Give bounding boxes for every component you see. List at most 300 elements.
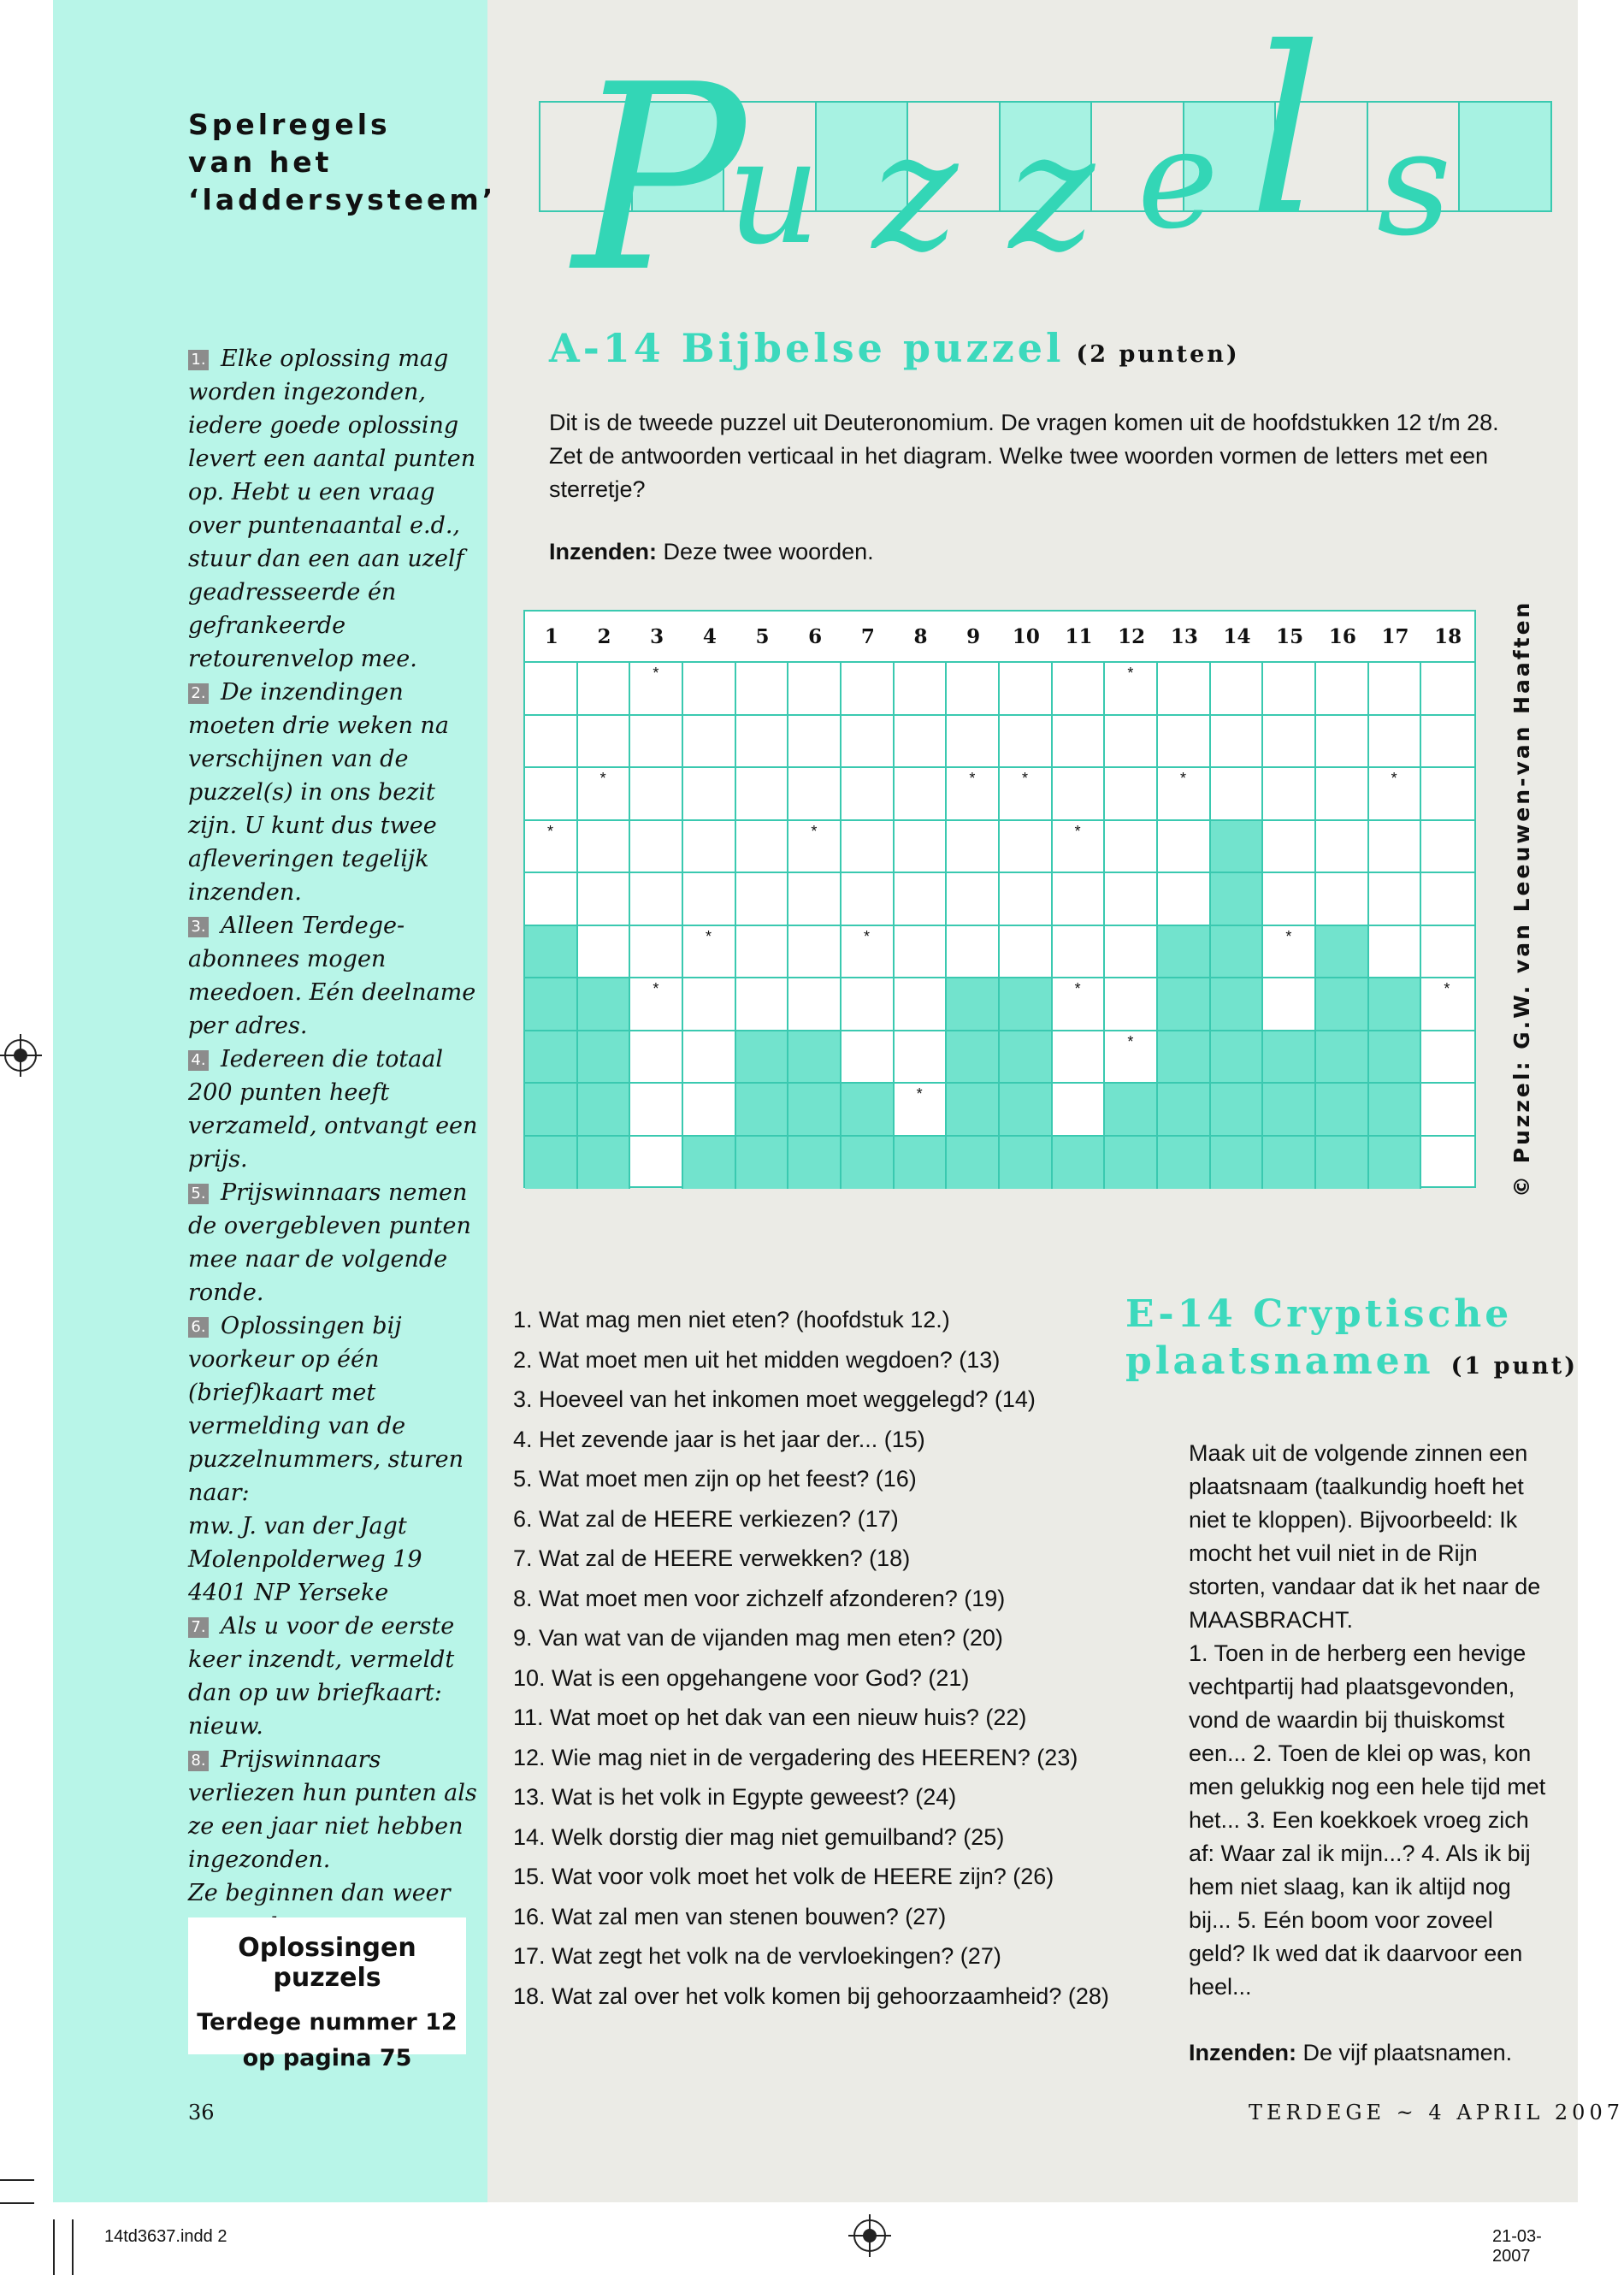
grid-answer-cell[interactable] bbox=[683, 1084, 736, 1137]
grid-column-number: 9 bbox=[966, 625, 981, 648]
rule-text: De inzendingen moeten drie weken na verschijnen van de puzzel(s) in ons bezit zijn. U kunt dus twee afleveringen tegelijk inzenden. bbox=[188, 679, 449, 906]
rules-list bbox=[188, 342, 479, 1943]
grid-answer-cell[interactable] bbox=[1105, 926, 1158, 979]
e14-body bbox=[1189, 1437, 1548, 2004]
rule-item bbox=[188, 342, 479, 676]
grid-filled-cell bbox=[1211, 1084, 1264, 1137]
grid-filled-cell bbox=[1211, 821, 1264, 874]
grid-answer-cell[interactable] bbox=[1211, 663, 1264, 716]
question-item: 10. Wat is een opgehangene voor God? (21) bbox=[513, 1664, 970, 1691]
grid-answer-cell[interactable] bbox=[1105, 768, 1158, 821]
grid-answer-cell[interactable] bbox=[1158, 716, 1211, 769]
grid-answer-cell[interactable] bbox=[525, 768, 578, 821]
slug-filename: 14td3637.indd 2 bbox=[104, 2227, 227, 2246]
grid-answer-cell[interactable] bbox=[683, 873, 736, 926]
grid-answer-cell[interactable] bbox=[578, 926, 631, 979]
grid-filled-cell bbox=[1316, 1031, 1369, 1084]
grid-column-number: 14 bbox=[1223, 625, 1251, 648]
e14-paragraph: 1. Toen in de herberg een hevige vechtpartij had plaatsgevonden, vond de waardin bij thuiskomst een... 2. Toen de klei op was, kon men gelukkig nog een hele tijd met het... 3. Een koekkoek vroeg zich af: Waar zal ik mijn...? 4. Als ik bij hem niet slaag, kan ik altijd nog bij... 5. Eén boom voor zoveel geld? Ik wed dat ik daarvoor een heel... bbox=[1189, 1640, 1546, 2000]
a14-intro: Dit is de tweede puzzel uit Deuteronomium. De vragen komen uit de hoofdstukken 12 t/m 28. Zet de antwoorden verticaal in het diagram. Welke twee woorden vormen de letters met een sterretje? bbox=[549, 410, 1499, 502]
grid-filled-cell bbox=[1316, 926, 1369, 979]
grid-filled-cell bbox=[1263, 1031, 1316, 1084]
grid-answer-cell[interactable] bbox=[1421, 1031, 1474, 1084]
grid-answer-cell[interactable] bbox=[1316, 873, 1369, 926]
grid-column-number: 15 bbox=[1276, 625, 1304, 648]
grid-filled-cell bbox=[788, 1084, 842, 1137]
grid-column-number: 3 bbox=[650, 625, 664, 648]
star-marker-icon: * bbox=[653, 665, 659, 682]
grid-answer-cell[interactable] bbox=[895, 821, 948, 874]
grid-answer-cell[interactable] bbox=[1369, 873, 1422, 926]
e14-submit-instruction bbox=[1189, 2040, 1512, 2066]
a14-submit-instruction bbox=[549, 539, 874, 565]
banner-letter: l bbox=[1249, 0, 1323, 267]
grid-answer-cell[interactable] bbox=[736, 716, 789, 769]
grid-filled-cell bbox=[1158, 1031, 1211, 1084]
grid-filled-cell bbox=[947, 978, 1000, 1031]
rule-text: Ze beginnen dan weer bbox=[188, 1880, 451, 1906]
banner-letter: z bbox=[872, 98, 959, 287]
grid-answer-cell[interactable] bbox=[1158, 663, 1211, 716]
rule-text: Alleen Terdege-abonnees mogen meedoen. Eén deelname per adres. bbox=[188, 913, 476, 1039]
grid-answer-cell[interactable] bbox=[842, 1031, 895, 1084]
grid-filled-cell bbox=[1158, 926, 1211, 979]
rule-text: Prijswinnaars verliezen hun punten als ze een jaar niet hebben ingezonden. bbox=[188, 1746, 477, 1873]
grid-filled-cell bbox=[525, 978, 578, 1031]
rule-item bbox=[188, 1743, 479, 1876]
submit-label: Inzenden: bbox=[549, 539, 657, 564]
grid-column-number: 10 bbox=[1012, 625, 1040, 648]
question-item: 17. Wat zegt het volk na de vervloekingen? (27) bbox=[513, 1943, 1001, 1969]
grid-filled-cell bbox=[525, 926, 578, 979]
grid-answer-cell[interactable] bbox=[788, 663, 842, 716]
star-marker-icon: * bbox=[1285, 927, 1292, 945]
grid-filled-cell bbox=[1211, 978, 1264, 1031]
grid-answer-cell[interactable] bbox=[630, 978, 683, 1031]
e14-paragraph: Maak uit de volgende zinnen een plaatsnaam (taalkundig hoeft het niet te kloppen). Bijvoorbeeld: Ik mocht het vuil niet in de Rijn storten, vandaar dat ik het naar de MAASBRACHT. bbox=[1189, 1440, 1541, 1633]
star-marker-icon: * bbox=[811, 822, 818, 840]
grid-answer-cell[interactable] bbox=[683, 716, 736, 769]
star-marker-icon: * bbox=[1022, 770, 1029, 787]
grid-column-number: 4 bbox=[702, 625, 717, 648]
grid-answer-cell[interactable] bbox=[1263, 873, 1316, 926]
banner-letter: z bbox=[1009, 98, 1095, 287]
grid-filled-cell bbox=[895, 1137, 948, 1190]
solutions-reference bbox=[188, 2005, 466, 2077]
grid-answer-cell[interactable] bbox=[1105, 978, 1158, 1031]
grid-answer-cell[interactable] bbox=[1053, 716, 1106, 769]
star-marker-icon: * bbox=[1074, 980, 1081, 997]
grid-answer-cell[interactable] bbox=[842, 926, 895, 979]
grid-answer-cell[interactable] bbox=[1053, 873, 1106, 926]
grid-filled-cell bbox=[1211, 873, 1264, 926]
grid-answer-cell[interactable] bbox=[1211, 716, 1264, 769]
grid-filled-cell bbox=[1158, 1084, 1211, 1137]
e14-points: (1 punt) bbox=[1450, 1353, 1578, 1380]
banner-letter: e bbox=[1137, 99, 1219, 259]
page-number: 36 bbox=[188, 2101, 215, 2124]
grid-answer-cell[interactable] bbox=[1421, 1084, 1474, 1137]
grid-answer-cell[interactable] bbox=[1316, 768, 1369, 821]
rule-number: 4. bbox=[188, 1050, 209, 1071]
grid-answer-cell[interactable] bbox=[1053, 1031, 1106, 1084]
grid-answer-cell[interactable] bbox=[842, 768, 895, 821]
star-marker-icon: * bbox=[969, 770, 976, 787]
grid-answer-cell[interactable] bbox=[736, 663, 789, 716]
question-item: 15. Wat voor volk moet het volk de HEERE zijn? (26) bbox=[513, 1864, 1054, 1889]
grid-answer-cell[interactable] bbox=[1421, 663, 1474, 716]
question-list bbox=[513, 1300, 1163, 2016]
grid-answer-cell[interactable] bbox=[1421, 821, 1474, 874]
star-marker-icon: * bbox=[1391, 770, 1397, 787]
grid-answer-cell[interactable] bbox=[630, 716, 683, 769]
grid-answer-cell[interactable] bbox=[895, 926, 948, 979]
a14-points: (2 punten) bbox=[1076, 341, 1240, 368]
crop-mark bbox=[53, 2219, 55, 2275]
grid-filled-cell bbox=[1211, 1031, 1264, 1084]
question-item: 16. Wat zal men van stenen bouwen? (27) bbox=[513, 1903, 947, 1929]
grid-column-number: 1 bbox=[544, 625, 558, 648]
grid-answer-cell[interactable] bbox=[1105, 663, 1158, 716]
question-item: 7. Wat zal de HEERE verwekken? (18) bbox=[513, 1545, 911, 1571]
grid-answer-cell[interactable] bbox=[630, 1031, 683, 1084]
grid-answer-cell[interactable] bbox=[842, 978, 895, 1031]
grid-filled-cell bbox=[1000, 1031, 1053, 1084]
grid-filled-cell bbox=[1211, 926, 1264, 979]
grid-filled-cell bbox=[578, 1084, 631, 1137]
grid-answer-cell[interactable] bbox=[1158, 768, 1211, 821]
rules-title-line: van het bbox=[188, 145, 333, 179]
rule-number: 2. bbox=[188, 683, 209, 704]
slug-date: 21-03-2007 bbox=[1492, 2227, 1542, 2266]
grid-answer-cell[interactable] bbox=[683, 821, 736, 874]
rule-item bbox=[188, 676, 479, 909]
grid-filled-cell bbox=[736, 1137, 789, 1190]
grid-filled-cell bbox=[1369, 978, 1422, 1031]
grid-column-number: 18 bbox=[1434, 625, 1462, 648]
grid-answer-cell[interactable] bbox=[788, 716, 842, 769]
grid-answer-cell[interactable] bbox=[1053, 926, 1106, 979]
grid-filled-cell bbox=[1211, 1137, 1264, 1190]
grid-answer-cell[interactable] bbox=[947, 768, 1000, 821]
grid-answer-cell[interactable] bbox=[525, 821, 578, 874]
grid-answer-cell[interactable] bbox=[1421, 1137, 1474, 1190]
star-marker-icon: * bbox=[1180, 770, 1187, 787]
grid-filled-cell bbox=[525, 1031, 578, 1084]
rule-number: 6. bbox=[188, 1317, 209, 1338]
question-item: 6. Wat zal de HEERE verkiezen? (17) bbox=[513, 1505, 899, 1532]
grid-answer-cell[interactable] bbox=[895, 768, 948, 821]
banner-letter: s bbox=[1377, 99, 1452, 269]
rule-text: Als u voor de eerste keer inzendt, vermeldt dan op uw briefkaart: nieuw. bbox=[188, 1613, 455, 1740]
address-line: 4401 NP Yerseke bbox=[188, 1580, 389, 1606]
grid-filled-cell bbox=[578, 978, 631, 1031]
banner-letter: P bbox=[573, 30, 746, 328]
grid-answer-cell[interactable] bbox=[895, 1031, 948, 1084]
grid-filled-cell bbox=[1263, 1137, 1316, 1190]
grid-answer-cell[interactable] bbox=[895, 873, 948, 926]
grid-answer-cell[interactable] bbox=[1053, 768, 1106, 821]
grid-filled-cell bbox=[788, 1137, 842, 1190]
grid-column-number: 6 bbox=[808, 625, 823, 648]
question-item: 11. Wat moet op het dak van een nieuw huis? (22) bbox=[513, 1705, 1027, 1730]
solutions-line: Terdege nummer 12 bbox=[197, 2009, 458, 2036]
grid-answer-cell[interactable] bbox=[736, 768, 789, 821]
star-marker-icon: * bbox=[1074, 822, 1081, 840]
grid-filled-cell bbox=[736, 1031, 789, 1084]
grid-answer-cell[interactable] bbox=[1053, 821, 1106, 874]
grid-filled-cell bbox=[1000, 1084, 1053, 1137]
magazine-issue: TERDEGE ~ 4 APRIL 2007 bbox=[1249, 2101, 1624, 2124]
rule-number: 1. bbox=[188, 350, 209, 370]
rule-item bbox=[188, 909, 479, 1043]
grid-answer-cell[interactable] bbox=[1000, 663, 1053, 716]
crossword-grid bbox=[523, 610, 1476, 1188]
grid-answer-cell[interactable] bbox=[736, 926, 789, 979]
grid-filled-cell bbox=[1316, 1084, 1369, 1137]
rule-text: Oplossingen bij voorkeur op één (brief)kaart met vermelding van de puzzelnummers, sturen naar: bbox=[188, 1313, 464, 1506]
registration-mark-icon bbox=[853, 2219, 886, 2252]
grid-answer-cell[interactable] bbox=[1369, 926, 1422, 979]
grid-answer-cell[interactable] bbox=[947, 873, 1000, 926]
grid-answer-cell[interactable] bbox=[895, 978, 948, 1031]
star-marker-icon: * bbox=[599, 770, 606, 787]
grid-answer-cell[interactable] bbox=[1053, 663, 1106, 716]
a14-title-text: A-14 Bijbelse puzzel bbox=[549, 325, 1065, 371]
grid-answer-cell[interactable] bbox=[842, 716, 895, 769]
address-line: Molenpolderweg 19 bbox=[188, 1546, 422, 1573]
grid-answer-cell[interactable] bbox=[895, 1084, 948, 1137]
star-marker-icon: * bbox=[706, 927, 712, 945]
grid-column-number: 12 bbox=[1118, 625, 1146, 648]
star-marker-icon: * bbox=[1127, 665, 1134, 682]
rule-item bbox=[188, 1610, 479, 1743]
grid-answer-cell[interactable] bbox=[1000, 926, 1053, 979]
question-item: 13. Wat is het volk in Egypte geweest? (24) bbox=[513, 1784, 957, 1810]
rule-number: 7. bbox=[188, 1617, 209, 1638]
grid-answer-cell[interactable] bbox=[1369, 768, 1422, 821]
grid-filled-cell bbox=[947, 1137, 1000, 1190]
rule-number: 8. bbox=[188, 1751, 209, 1771]
grid-answer-cell[interactable] bbox=[1000, 768, 1053, 821]
grid-filled-cell bbox=[947, 1031, 1000, 1084]
address-line: mw. J. van der Jagt bbox=[188, 1513, 407, 1539]
grid-answer-cell[interactable] bbox=[630, 926, 683, 979]
grid-answer-cell[interactable] bbox=[788, 821, 842, 874]
grid-answer-cell[interactable] bbox=[1105, 716, 1158, 769]
grid-filled-cell bbox=[947, 1084, 1000, 1137]
rule-number: 5. bbox=[188, 1184, 209, 1204]
grid-answer-cell[interactable] bbox=[578, 873, 631, 926]
grid-answer-cell[interactable] bbox=[1053, 978, 1106, 1031]
question-item: 8. Wat moet men voor zichzelf afzonderen? (19) bbox=[513, 1585, 1006, 1611]
grid-filled-cell bbox=[1369, 1137, 1422, 1190]
rule-number: 3. bbox=[188, 917, 209, 937]
puzzle-credit: © Puzzel: G.W. van Leeuwen-van Haaften bbox=[1509, 600, 1534, 1197]
grid-answer-cell[interactable] bbox=[1263, 663, 1316, 716]
star-marker-icon: * bbox=[653, 980, 659, 997]
rule-text: Prijswinnaars nemen de overgebleven punten mee naar de volgende ronde. bbox=[188, 1179, 471, 1306]
grid-answer-cell[interactable] bbox=[947, 821, 1000, 874]
grid-answer-cell[interactable] bbox=[525, 716, 578, 769]
grid-answer-cell[interactable] bbox=[578, 663, 631, 716]
grid-column-number: 8 bbox=[913, 625, 928, 648]
grid-filled-cell bbox=[1053, 1137, 1106, 1190]
grid-answer-cell[interactable] bbox=[683, 768, 736, 821]
grid-answer-cell[interactable] bbox=[1158, 873, 1211, 926]
grid-filled-cell bbox=[842, 1137, 895, 1190]
question-item: 2. Wat moet men uit het midden wegdoen? (13) bbox=[513, 1346, 1001, 1373]
grid-filled-cell bbox=[1369, 1031, 1422, 1084]
grid-filled-cell bbox=[525, 1084, 578, 1137]
grid-filled-cell bbox=[1158, 1137, 1211, 1190]
grid-answer-cell[interactable] bbox=[1000, 716, 1053, 769]
grid-answer-cell[interactable] bbox=[1263, 716, 1316, 769]
grid-answer-cell[interactable] bbox=[1000, 821, 1053, 874]
rule-item bbox=[188, 1043, 479, 1176]
grid-answer-cell[interactable] bbox=[842, 663, 895, 716]
grid-answer-cell[interactable] bbox=[1316, 663, 1369, 716]
question-item: 3. Hoeveel van het inkomen moet weggelegd? (14) bbox=[513, 1386, 1036, 1412]
grid-answer-cell[interactable] bbox=[895, 663, 948, 716]
grid-answer-cell[interactable] bbox=[1105, 873, 1158, 926]
grid-answer-cell[interactable] bbox=[630, 821, 683, 874]
grid-answer-cell[interactable] bbox=[525, 873, 578, 926]
grid-answer-cell[interactable] bbox=[630, 663, 683, 716]
grid-answer-cell[interactable] bbox=[578, 716, 631, 769]
grid-filled-cell bbox=[842, 1084, 895, 1137]
grid-answer-cell[interactable] bbox=[525, 663, 578, 716]
question-item: 18. Wat zal over het volk komen bij gehoorzaamheid? (28) bbox=[513, 1982, 1109, 2009]
grid-answer-cell[interactable] bbox=[736, 821, 789, 874]
grid-column-number: 5 bbox=[755, 625, 770, 648]
grid-filled-cell bbox=[578, 1031, 631, 1084]
rules-title bbox=[188, 106, 496, 219]
grid-answer-cell[interactable] bbox=[1263, 821, 1316, 874]
question-item: 12. Wie mag niet in de vergadering des HEEREN? (23) bbox=[513, 1744, 1078, 1770]
grid-answer-cell[interactable] bbox=[788, 768, 842, 821]
banner-letter: u bbox=[727, 108, 821, 277]
grid-answer-cell[interactable] bbox=[1421, 978, 1474, 1031]
solutions-title: Oplossingen puzzels bbox=[238, 1933, 416, 1993]
question-item: 4. Het zevende jaar is het jaar der... (15) bbox=[513, 1426, 925, 1452]
rule-item bbox=[188, 1309, 479, 1510]
grid-answer-cell[interactable] bbox=[1105, 1031, 1158, 1084]
grid-answer-cell[interactable] bbox=[630, 873, 683, 926]
star-marker-icon: * bbox=[864, 927, 871, 945]
grid-answer-cell[interactable] bbox=[683, 926, 736, 979]
grid-answer-cell[interactable] bbox=[788, 873, 842, 926]
grid-answer-cell[interactable] bbox=[1369, 663, 1422, 716]
grid-answer-cell[interactable] bbox=[842, 821, 895, 874]
solutions-line: op pagina 75 bbox=[242, 2045, 412, 2071]
grid-answer-cell[interactable] bbox=[1421, 768, 1474, 821]
grid-filled-cell bbox=[1105, 1084, 1158, 1137]
grid-answer-cell[interactable] bbox=[947, 926, 1000, 979]
grid-answer-cell[interactable] bbox=[1316, 821, 1369, 874]
grid-answer-cell[interactable] bbox=[1369, 821, 1422, 874]
grid-answer-cell[interactable] bbox=[683, 663, 736, 716]
grid-answer-cell[interactable] bbox=[683, 978, 736, 1031]
grid-answer-cell[interactable] bbox=[630, 1084, 683, 1137]
grid-answer-cell[interactable] bbox=[736, 873, 789, 926]
grid-filled-cell bbox=[788, 1031, 842, 1084]
crop-mark bbox=[72, 2219, 74, 2275]
grid-answer-cell[interactable] bbox=[1105, 821, 1158, 874]
question-item: 14. Welk dorstig dier mag niet gemuilband? (25) bbox=[513, 1823, 1005, 1850]
e14-title-line2: plaatsnamen bbox=[1125, 1339, 1434, 1383]
question-item: 5. Wat moet men zijn op het feest? (16) bbox=[513, 1466, 917, 1492]
rule-item bbox=[188, 1176, 479, 1309]
grid-column-number: 11 bbox=[1065, 625, 1093, 648]
submit-text: Deze twee woorden. bbox=[657, 539, 874, 564]
grid-answer-cell[interactable] bbox=[947, 716, 1000, 769]
grid-answer-cell[interactable] bbox=[1158, 821, 1211, 874]
a14-title bbox=[549, 325, 1240, 371]
grid-answer-cell[interactable] bbox=[947, 663, 1000, 716]
grid-answer-cell[interactable] bbox=[1211, 768, 1264, 821]
submit-text: De vijf plaatsnamen. bbox=[1296, 2040, 1513, 2065]
e14-title-line1: E-14 Cryptische bbox=[1125, 1292, 1513, 1336]
grid-answer-cell[interactable] bbox=[1421, 716, 1474, 769]
grid-answer-cell[interactable] bbox=[630, 1137, 683, 1190]
puzzels-wordmark bbox=[573, 0, 1556, 328]
grid-filled-cell bbox=[1263, 1084, 1316, 1137]
grid-answer-cell[interactable] bbox=[578, 768, 631, 821]
star-marker-icon: * bbox=[547, 822, 554, 840]
star-marker-icon: * bbox=[1127, 1032, 1134, 1050]
grid-filled-cell bbox=[1000, 978, 1053, 1031]
grid-filled-cell bbox=[1316, 1137, 1369, 1190]
grid-answer-cell[interactable] bbox=[1263, 768, 1316, 821]
question-item: 9. Van wat van de vijanden mag men eten? (20) bbox=[513, 1625, 1003, 1651]
grid-answer-cell[interactable] bbox=[788, 978, 842, 1031]
grid-answer-cell[interactable] bbox=[1263, 978, 1316, 1031]
grid-answer-cell[interactable] bbox=[1421, 926, 1474, 979]
grid-answer-cell[interactable] bbox=[1053, 1084, 1106, 1137]
grid-column-numbers bbox=[525, 612, 1474, 663]
grid-filled-cell bbox=[1158, 978, 1211, 1031]
question-item: 1. Wat mag men niet eten? (hoofdstuk 12.) bbox=[513, 1307, 950, 1332]
grid-answer-cell[interactable] bbox=[1263, 926, 1316, 979]
grid-filled-cell bbox=[683, 1137, 736, 1190]
grid-answer-cell[interactable] bbox=[895, 716, 948, 769]
grid-filled-cell bbox=[1105, 1137, 1158, 1190]
crop-mark bbox=[0, 2179, 34, 2181]
grid-filled-cell bbox=[1316, 978, 1369, 1031]
grid-answer-cell[interactable] bbox=[736, 978, 789, 1031]
grid-answer-cell[interactable] bbox=[1000, 873, 1053, 926]
registration-mark-icon bbox=[4, 1039, 37, 1072]
grid-filled-cell bbox=[736, 1084, 789, 1137]
grid-answer-cell[interactable] bbox=[842, 873, 895, 926]
grid-answer-cell[interactable] bbox=[1369, 716, 1422, 769]
grid-column-number: 16 bbox=[1328, 625, 1356, 648]
rules-title-line: ‘laddersysteem’ bbox=[188, 183, 497, 216]
grid-answer-cell[interactable] bbox=[1316, 716, 1369, 769]
grid-answer-cell[interactable] bbox=[630, 768, 683, 821]
grid-column-number: 17 bbox=[1381, 625, 1409, 648]
grid-filled-cell bbox=[525, 1137, 578, 1190]
grid-column-number: 7 bbox=[860, 625, 875, 648]
grid-answer-cell[interactable] bbox=[683, 1031, 736, 1084]
grid-answer-cell[interactable] bbox=[1421, 873, 1474, 926]
star-marker-icon: * bbox=[1444, 980, 1450, 997]
grid-answer-cell[interactable] bbox=[788, 926, 842, 979]
e14-title bbox=[1125, 1290, 1578, 1383]
rule-text: Elke oplossing mag worden ingezonden, iedere goede oplossing levert een aantal punten op. Hebt u een vraag over puntenaantal e.d., stuur dan een aan uzelf geadresseerde én gefrankeerde retourenvelop mee. bbox=[188, 346, 476, 672]
grid-answer-cell[interactable] bbox=[578, 821, 631, 874]
